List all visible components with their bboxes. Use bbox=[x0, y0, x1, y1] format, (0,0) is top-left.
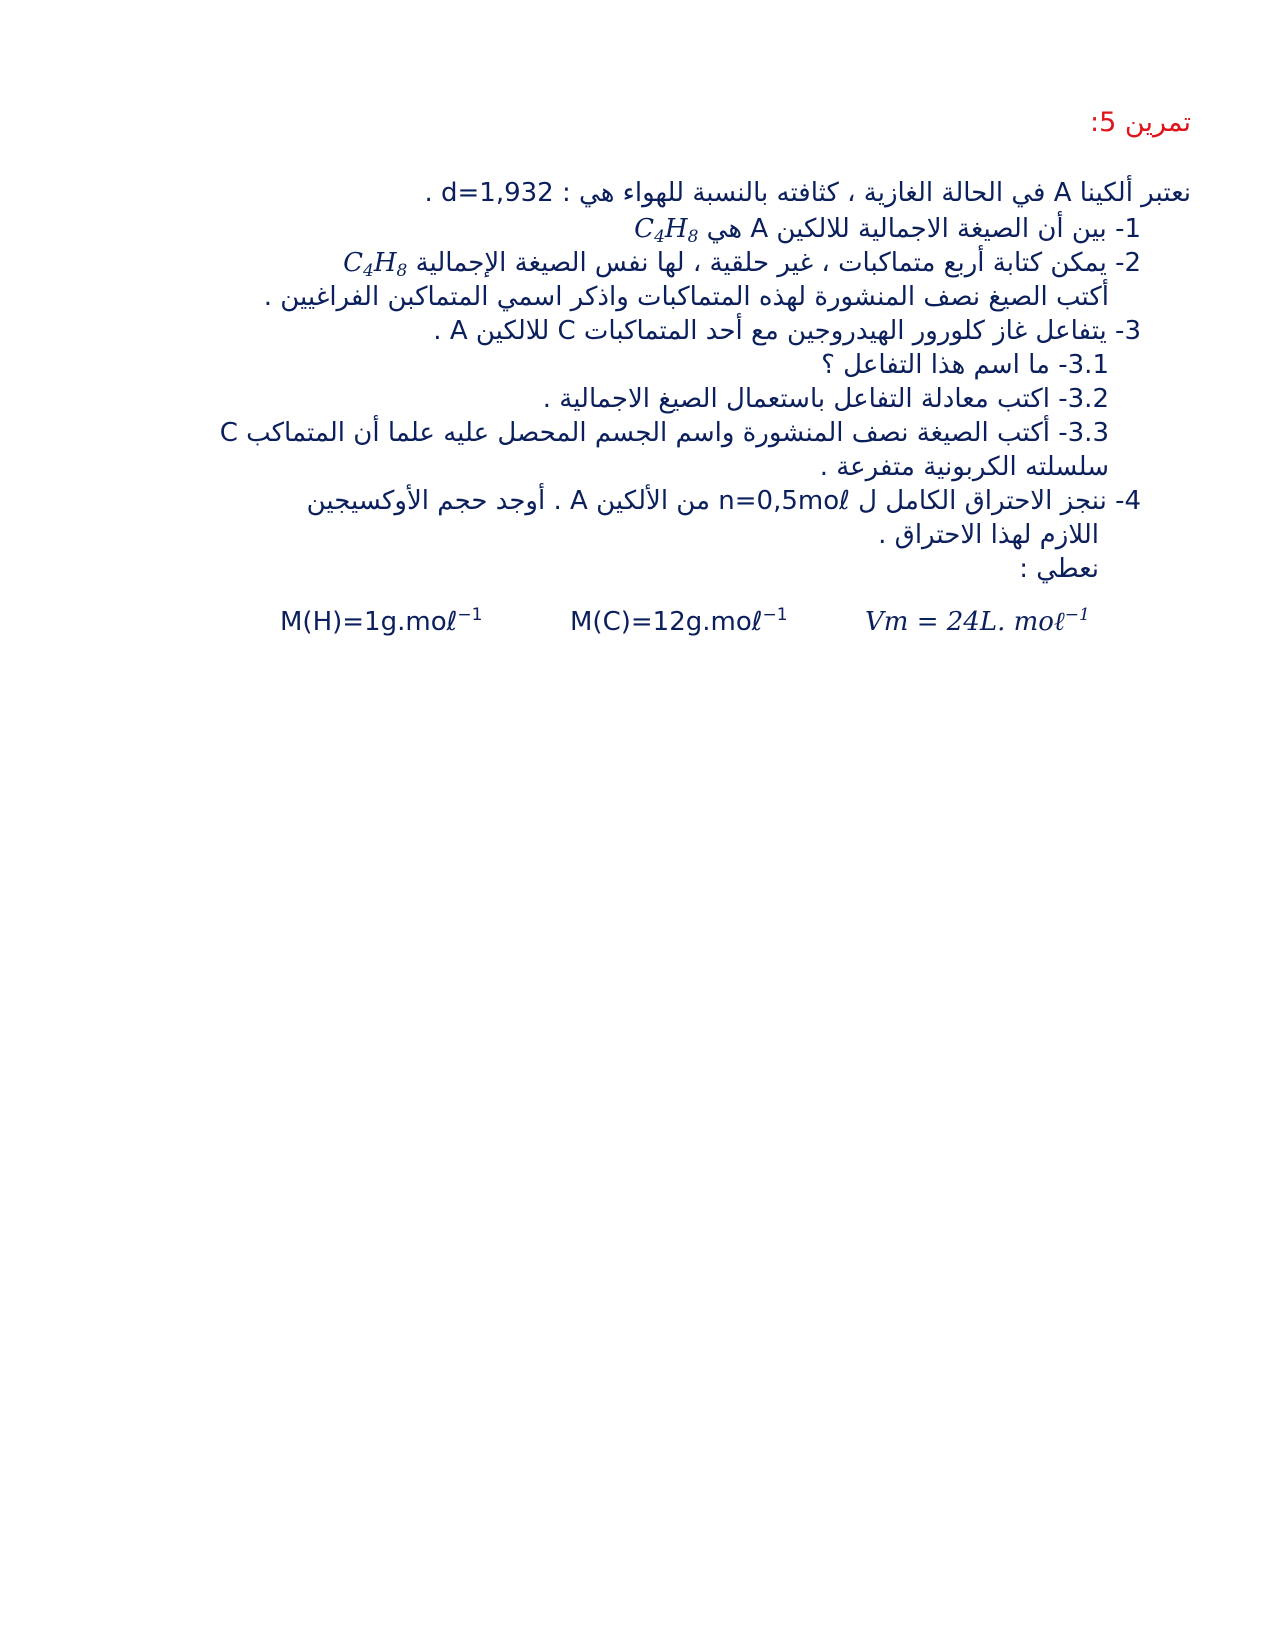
question-1 bbox=[634, 212, 1141, 246]
exercise-intro: نعتبر ألكينا A في الحالة الغازية ، كثافته بالنسبة للهواء هي : d=1,932 . bbox=[424, 178, 1191, 208]
question-3-3-line-2: سلسلته الكربونية متفرعة . bbox=[819, 452, 1109, 482]
question-1-formula: $C_4H_8$ bbox=[634, 214, 699, 247]
molar-volume: Vm = 24L. moℓ$^{-1}$ bbox=[865, 605, 1090, 637]
question-4-line-2: اللازم لهذا الاحتراق . bbox=[878, 520, 1099, 550]
molar-mass-h: M(H)=1g.moℓ$^{-1}$ bbox=[280, 605, 483, 637]
question-2-text: 2- يمكن كتابة أربع متماكبات ، غير حلقية ، لها نفس الصيغة الإجمالية bbox=[415, 248, 1141, 278]
question-3-3-line-1: 3.3- أكتب الصيغة نصف المنشورة واسم الجسم المحصل عليه علما أن المتماكب C bbox=[219, 418, 1109, 448]
question-3-1: 3.1- ما اسم هذا التفاعل ؟ bbox=[821, 350, 1109, 380]
given-values bbox=[280, 605, 1120, 645]
question-3-2: 3.2- اكتب معادلة التفاعل باستعمال الصيغ الاجمالية . bbox=[542, 384, 1109, 414]
question-4-line-1: 4- ننجز الاحتراق الكامل ل n=0,5moℓ من الألكين A . أوجد حجم الأوكسيجين bbox=[306, 486, 1141, 516]
given-label: نعطي : bbox=[1019, 554, 1099, 584]
question-2-formula: $C_4H_8$ bbox=[343, 248, 408, 281]
exercise-title: تمرين 5: bbox=[1090, 107, 1191, 138]
question-1-text: 1- بين أن الصيغة الاجمالية للالكين A هي bbox=[706, 214, 1141, 244]
question-3: 3- يتفاعل غاز كلورور الهيدروجين مع أحد المتماكبات C للالكين A . bbox=[433, 316, 1141, 346]
molar-mass-c: M(C)=12g.moℓ$^{-1}$ bbox=[570, 605, 788, 637]
question-2-line-2: أكتب الصيغ نصف المنشورة لهذه المتماكبات واذكر اسمي المتماكبن الفراغيين . bbox=[263, 282, 1109, 312]
question-2-line-1 bbox=[343, 246, 1141, 280]
